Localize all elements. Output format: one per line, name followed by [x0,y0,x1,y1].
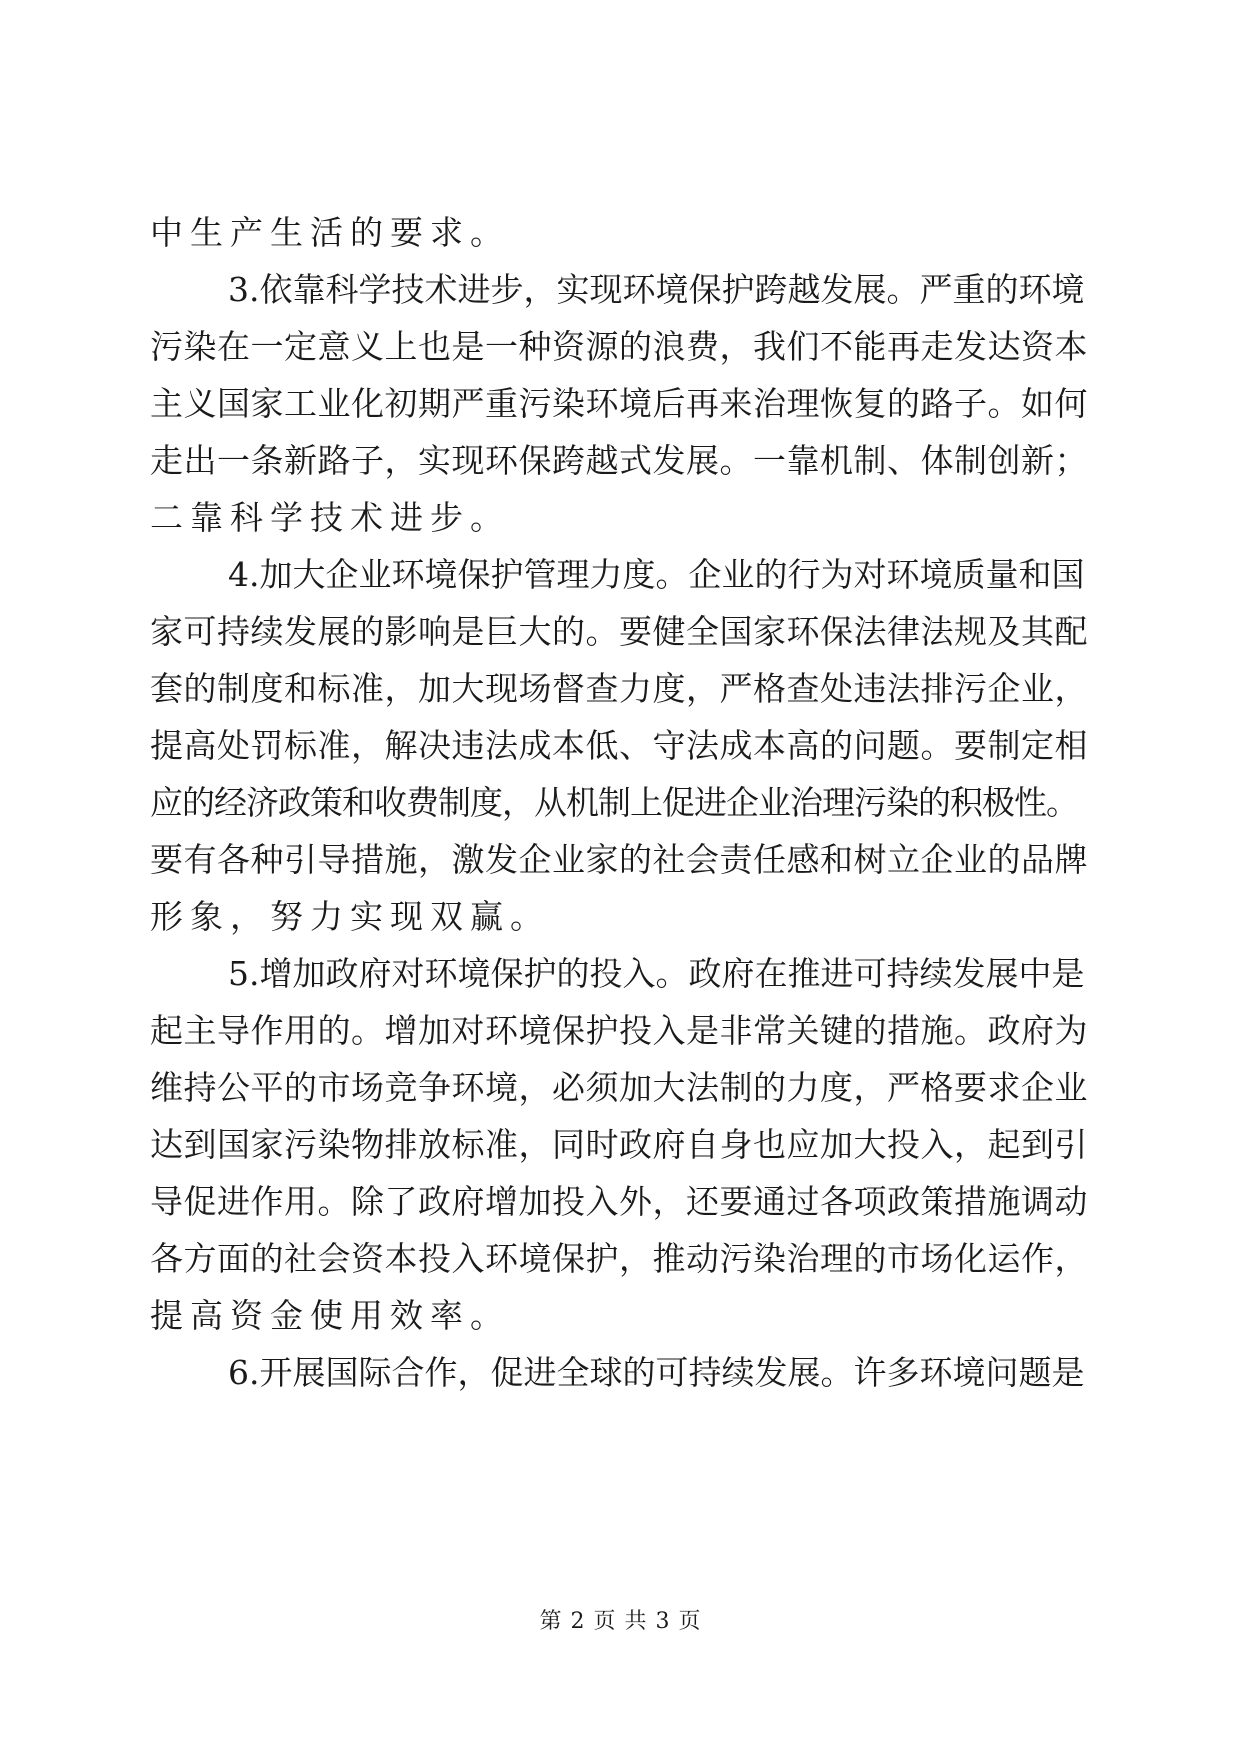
text-line: 污染在一定意义上也是一种资源的浪费，我们不能再走发达资本 [150,327,1088,366]
text-line: 走出一条新路子，实现环保跨越式发展。一靠机制、体制创新； [150,441,1088,480]
text-line: 导促进作用。除了政府增加投入外，还要通过各项政策措施调动 [150,1182,1088,1221]
text-line: 家可持续发展的影响是巨大的。要健全国家环保法律法规及其配 [150,612,1088,651]
text-line: 二靠科学技术进步。 [150,498,510,537]
paragraph-5-heading-line: 5.增加政府对环境保护的投入。政府在推进可持续发展中是 [228,954,1085,993]
text-line: 各方面的社会资本投入环境保护，推动污染治理的市场化运作， [150,1239,1088,1278]
text-line: 套的制度和标准，加大现场督查力度，严格查处违法排污企业， [150,669,1088,708]
text-line: 起主导作用的。增加对环境保护投入是非常关键的措施。政府为 [150,1011,1088,1050]
page-number-footer: 第 2 页 共 3 页 [539,1609,702,1634]
text-line: 提高资金使用效率。 [150,1296,510,1335]
text-line: 应的经济政策和收费制度，从机制上促进企业治理污染的积极性。 [150,783,1078,822]
text-line: 维持公平的市场竞争环境，必须加大法制的力度，严格要求企业 [150,1068,1088,1107]
text-line: 主义国家工业化初期严重污染环境后再来治理恢复的路子。如何 [150,384,1088,423]
text-line: 达到国家污染物排放标准，同时政府自身也应加大投入，起到引 [150,1125,1088,1164]
text-line: 中生产生活的要求。 [150,213,510,252]
paragraph-4-heading-line: 4.加大企业环境保护管理力度。企业的行为对环境质量和国 [228,555,1085,594]
text-line: 形象，努力实现双赢。 [150,897,550,936]
paragraph-6-heading-line: 6.开展国际合作，促进全球的可持续发展。许多环境问题是 [228,1353,1085,1392]
text-line: 要有各种引导措施，激发企业家的社会责任感和树立企业的品牌 [150,840,1088,879]
paragraph-3-heading-line: 3.依靠科学技术进步，实现环境保护跨越发展。严重的环境 [228,270,1085,309]
text-line: 提高处罚标准，解决违法成本低、守法成本高的问题。要制定相 [150,726,1088,765]
